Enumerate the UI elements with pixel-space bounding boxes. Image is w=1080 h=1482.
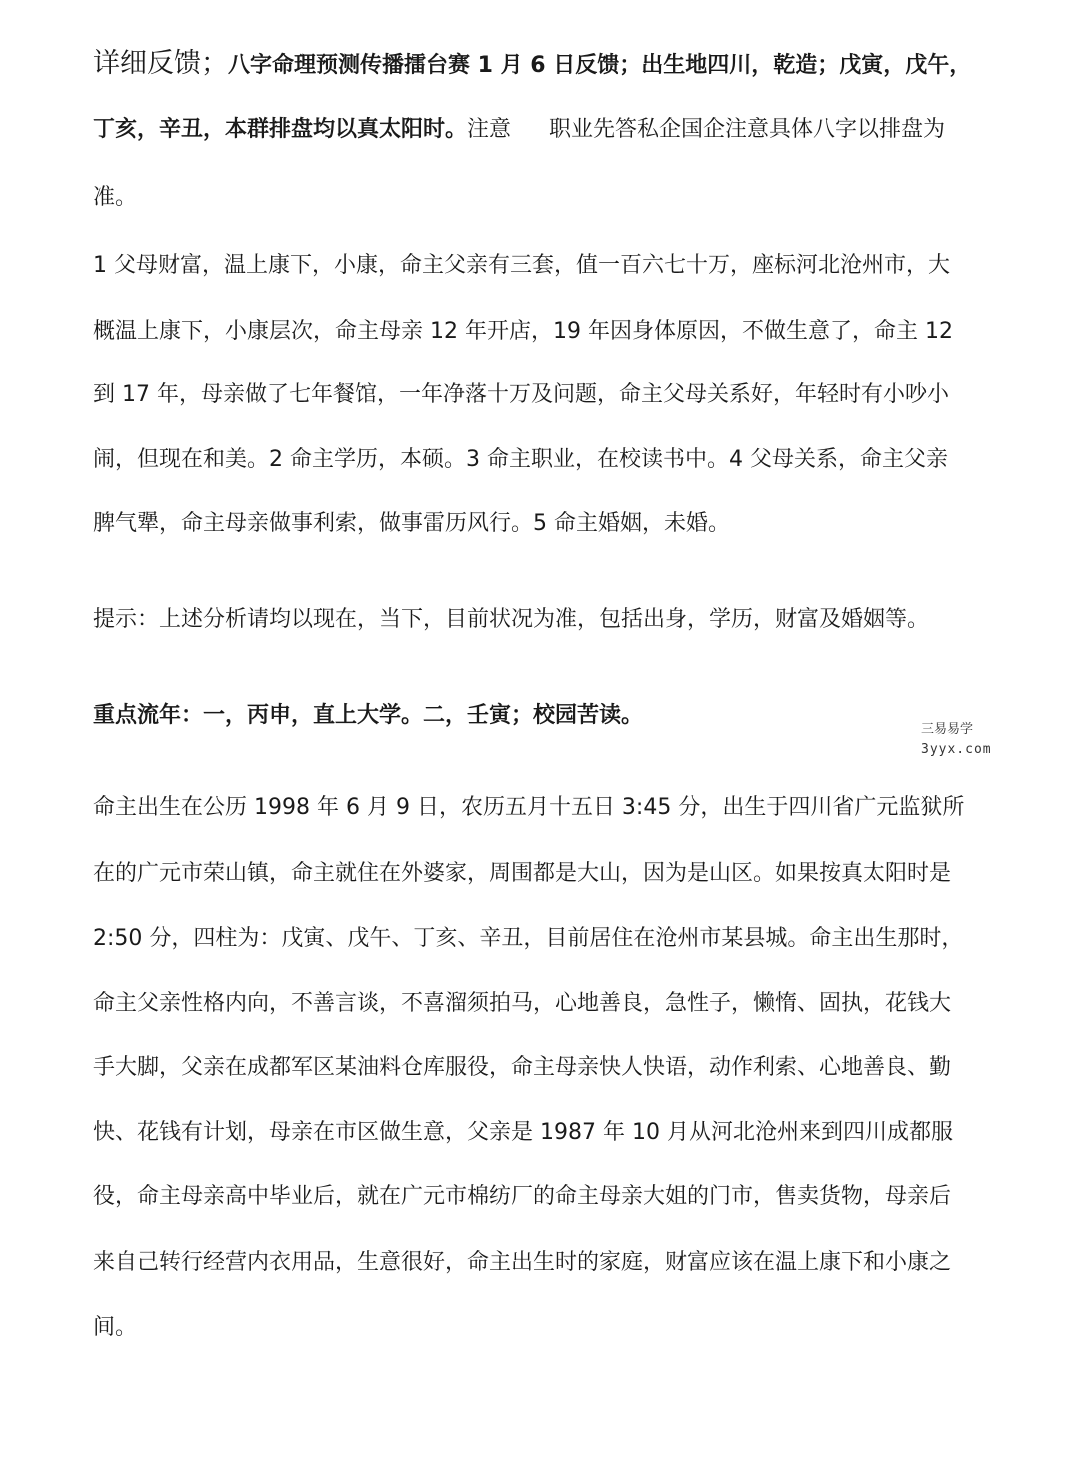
section1-line: 概温上康下，小康层次，命主母亲 12 年开店，19 年因身体原因，不做生意了，命主 12	[93, 319, 953, 344]
header-note-2: 职业先答私企国企注意具体八字以排盘为	[549, 117, 946, 142]
section2-line: 在的广元市荣山镇，命主就住在外婆家，周围都是大山，因为是山区。如果按真太阳时是	[93, 861, 952, 886]
section2-line: 命主出生在公历 1998 年 6 月 9 日，农历五月十五日 3:45 分，出生于四川省广元监狱所	[93, 795, 965, 820]
section1-line: 脾气犟，命主母亲做事利索，做事雷历风行。5 命主婚姻，未婚。	[93, 511, 730, 536]
header-line-1-text: 八字命理预测传播擂台赛 1 月 6 日反馈；出生地四川，乾造；戊寅，戊午，	[228, 53, 972, 78]
key-years: 重点流年：一，丙申，直上大学。二，壬寅；校园苦读。	[93, 703, 644, 728]
header-line-1	[93, 44, 971, 84]
section1-line: 1 父母财富，温上康下，小康，命主父亲有三套，值一百六七十万，座标河北沧州市，大	[93, 253, 950, 278]
section1-line: 到 17 年，母亲做了七年餐馆，一年净落十万及问题，命主父母关系好，年轻时有小吵小	[93, 382, 949, 407]
header-line-2	[93, 110, 945, 150]
section2-line: 快、花钱有计划，母亲在市区做生意，父亲是 1987 年 10 月从河北沧州来到四川成都服	[93, 1120, 953, 1145]
section2-line: 来自己转行经营内衣用品，生意很好，命主出生时的家庭，财富应该在温上康下和小康之	[93, 1250, 952, 1275]
section2-line: 役，命主母亲高中毕业后，就在广元市棉纺厂的命主母亲大姐的门市，售卖货物，母亲后	[93, 1184, 952, 1209]
watermark-line-1: 三易易学	[921, 722, 974, 737]
document-title: 详细反馈；	[93, 48, 228, 79]
header-line-3: 准。	[93, 185, 138, 210]
section2-line: 间。	[93, 1315, 138, 1340]
hint-text: 提示：上述分析请均以现在，当下，目前状况为准，包括出身，学历，财富及婚姻等。	[93, 607, 930, 632]
watermark-line-2: 3yyx.com	[921, 742, 992, 757]
section1-line: 闹，但现在和美。2 命主学历，本硕。3 命主职业，在校读书中。4 父母关系，命主父亲	[93, 447, 948, 472]
header-line-2-bold: 丁亥，辛丑，本群排盘均以真太阳时。	[93, 117, 468, 142]
section2-line: 手大脚，父亲在成都军区某油料仓库服役，命主母亲快人快语，动作利索、心地善良、勤	[93, 1055, 952, 1080]
header-note-1: 注意	[467, 117, 512, 142]
section2-line: 2:50 分，四柱为：戊寅、戊午、丁亥、辛丑，目前居住在沧州市某县城。命主出生那时，	[93, 926, 964, 951]
watermark	[921, 720, 992, 760]
section2-line: 命主父亲性格内向，不善言谈，不喜溜须拍马，心地善良，急性子，懒惰、固执，花钱大	[93, 991, 952, 1016]
